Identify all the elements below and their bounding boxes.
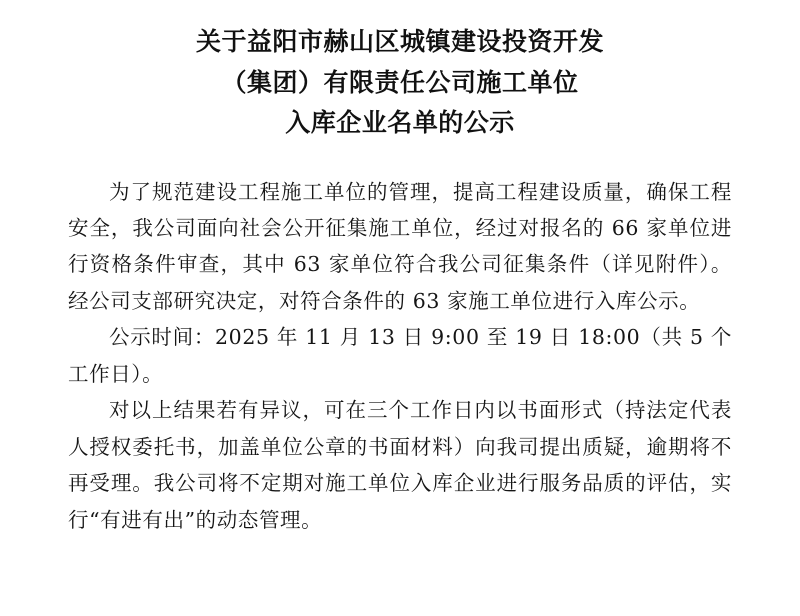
title-line-3: 入库企业名单的公示 xyxy=(285,108,515,137)
title-line-1: 关于益阳市赫山区城镇建设投资开发 xyxy=(195,27,604,56)
paragraph-2: 公示时间：2025 年 11 月 13 日 9:00 至 19 日 18:00（共 5 个工作日）。 xyxy=(68,325,732,386)
title-line-2: （集团）有限责任公司施工单位 xyxy=(221,67,579,97)
paragraph-1: 为了规范建设工程施工单位的管理，提高工程建设质量，确保工程安全，我公司面向社会公开征集施工单位，经过对报名的 66 家单位进行资格条件审查，其中 63 家单位符合我公司征集条件（详见附件）。经公司支部研究决定，对符合条件的 63 家施工单位进行入库公示。 xyxy=(68,179,732,313)
page-title xyxy=(68,22,732,144)
paragraph-3: 对以上结果若有异议，可在三个工作日内以书面形式（持法定代表人授权委托书，加盖单位公章的书面材料）向我司提出质疑，逾期将不再受理。我公司将不定期对施工单位入库企业进行服务品质的评估，实行“有进有出”的动态管理。 xyxy=(68,398,732,532)
document-body xyxy=(68,174,732,539)
